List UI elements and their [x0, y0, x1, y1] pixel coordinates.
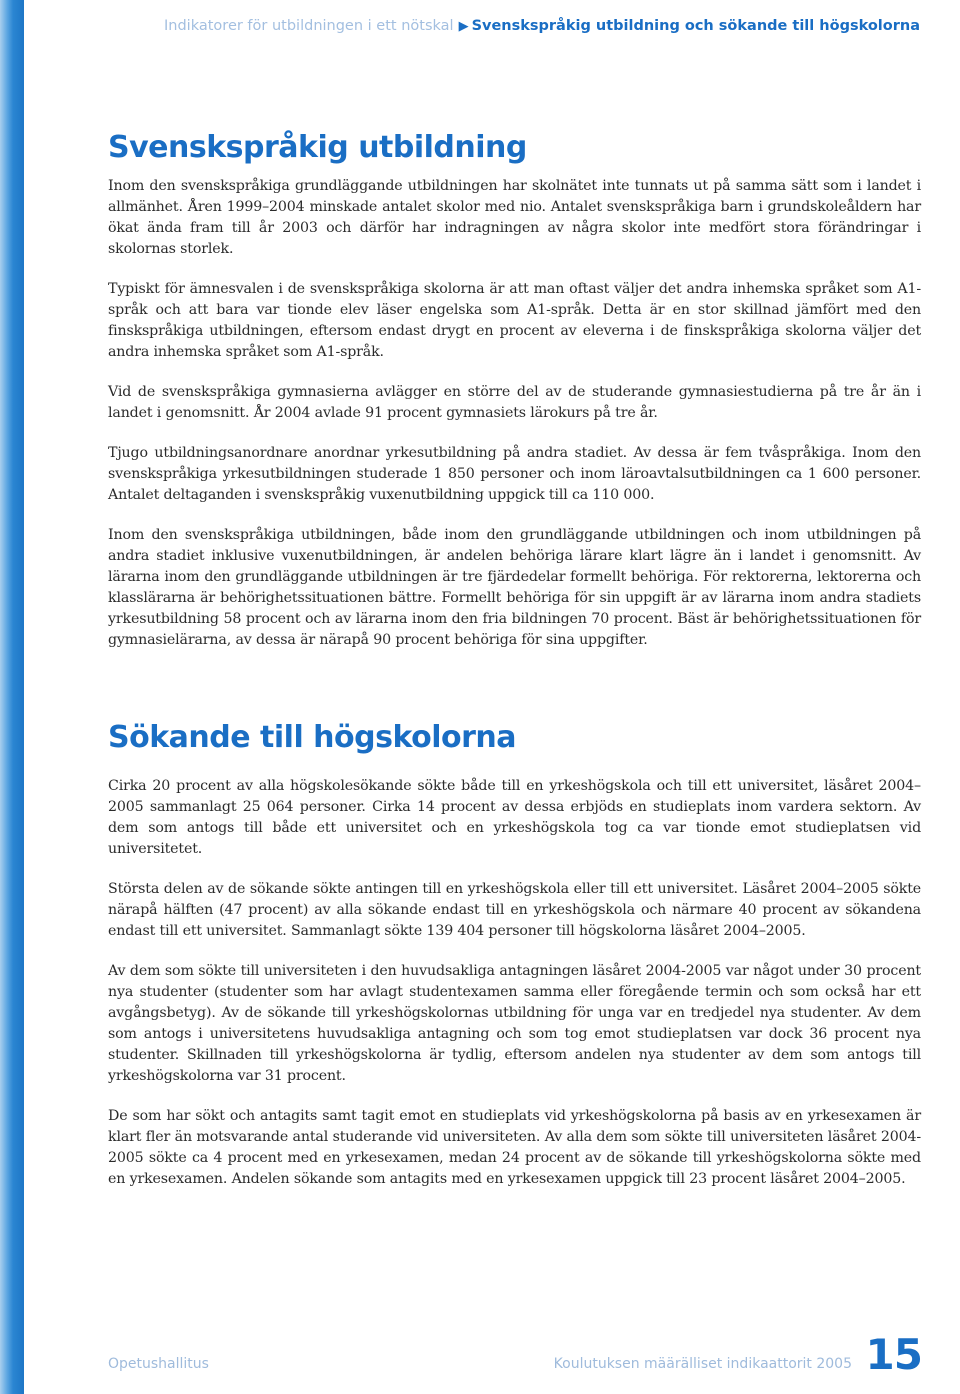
- breadcrumb-arrow-icon: ▶: [458, 19, 469, 34]
- paragraph: Inom den svenskspråkiga utbildningen, både inom den grundläggande utbildningen och inom utbildningen på andra stadiet inklusive vuxenutbildningen, är andelen behöriga lärare klart lägre än i landet i genomsnitt. Av lärarna inom den grundläggande utbildningen är tre fjärdedelar formellt behöriga. För rektorerna, lektorerna och klasslärarna är behörighetssituationen bättre. Formellt behöriga för sin uppgift är av lärarna inom andra stadiets yrkesutbildning 58 procent och av lärarna inom den fria bildningen 70 procent. Bäst är behörighetssituationen för gymnasielärarna, av dessa är närapå 90 procent behöriga för sina uppgifter.: [108, 527, 921, 648]
- paragraph: Cirka 20 procent av alla högskolesökande sökte både till en yrkeshögskola och till ett universitet, läsåret 2004–2005 sammanlagt 25 064 personer. Cirka 14 procent av dessa erbjöds en studieplats inom vardera sektorn. Av dem som antogs till både ett universitet och en yrkeshögskola tog ca var tionde emot studieplatsen vid universitetet.: [108, 778, 921, 857]
- running-header: [164, 18, 920, 34]
- paragraph: Tjugo utbildningsanordnare anordnar yrkesutbildning på andra stadiet. Av dessa är fem tvåspråkiga. Inom den svenskspråkiga yrkesutbildningen studerade 1 850 personer och inom läroavtalsutbildningen ca 1 600 personer. Antalet deltaganden i svenskspråkig vuxenutbildning uppgick till ca 110 000.: [108, 445, 921, 503]
- paragraph: Typiskt för ämnesvalen i de svenskspråkiga skolorna är att man oftast väljer det andra inhemska språket som A1-språk och att bara var tionde elev läser engelska som A1-språk. Detta är en stor skillnad jämfört med den finskspråkiga utbildningen, eftersom endast drygt en procent av eleverna i de finskspråkiga skolorna väljer det andra inhemska språket som A1-språk.: [108, 281, 921, 360]
- section-title-svenskspraakig: Svenskspråkig utbildning: [108, 130, 527, 165]
- breadcrumb-parent: Indikatorer för utbildningen i ett nötskal: [164, 18, 454, 34]
- section-body-sokande: [108, 776, 921, 1209]
- footer-publication-title: Koulutuksen määrälliset indikaattorit 2005: [553, 1356, 852, 1372]
- paragraph: Största delen av de sökande sökte antingen till en yrkeshögskola eller till ett universitet. Läsåret 2004–2005 sökte närapå hälften (47 procent) av alla sökande endast till en yrkeshögskola och närmare 40 procent av sökandena endast till ett universitet. Sammanlagt sökte 139 404 personer till högskolorna läsåret 2004–2005.: [108, 881, 921, 939]
- section-title-sokande: Sökande till högskolorna: [108, 720, 517, 755]
- page-number: 15: [865, 1330, 922, 1379]
- footer-publisher: Opetushallitus: [108, 1356, 209, 1372]
- paragraph: Inom den svenskspråkiga grundläggande utbildningen har skolnätet inte tunnats ut på samma sätt som i landet i allmänhet. Åren 1999–2004 minskade antalet skolor med nio. Antalet svenskspråkiga barn i grundskoleåldern har ökat ända fram till år 2003 och därför har indragningen av några skolor inte medfört stora förändringar i skolornas storlek.: [108, 178, 921, 257]
- section-body-svenskspraakig: [108, 176, 921, 670]
- breadcrumb-current: Svenskspråkig utbildning och sökande till högskolorna: [471, 18, 920, 34]
- paragraph: De som har sökt och antagits samt tagit emot en studieplats vid yrkeshögskolorna på basis av en yrkesexamen är klart fler än motsvarande antal studerande vid universiteten. Av alla dem som sökte till universiteten läsåret 2004-2005 sökte ca 4 procent med en yrkesexamen, medan 24 procent av de sökande till yrkeshögskolorna sökte med en yrkesexamen. Andelen sökande som antagits med en yrkesexamen uppgick till 23 procent läsåret 2004–2005.: [108, 1108, 921, 1187]
- side-color-stripe: [0, 0, 24, 1394]
- paragraph: Av dem som sökte till universiteten i den huvudsakliga antagningen läsåret 2004-2005 var något under 30 procent nya studenter (studenter som har avlagt studentexamen samma eller föregående termin och som också har ett avgångsbetyg). Av de sökande till yrkeshögskolornas utbildning för unga var en tredjedel nya studenter. Av dem som antogs i universitetens huvudsakliga antagning och som tog emot studieplatsen var dock 36 procent nya studenter. Skillnaden till yrkeshögskolorna är tydlig, eftersom andelen nya studenter av dem som antogs till yrkeshögskolorna var 31 procent.: [108, 963, 921, 1084]
- paragraph: Vid de svenskspråkiga gymnasierna avlägger en större del av de studerande gymnasiestudierna på tre år än i landet i genomsnitt. År 2004 avlade 91 procent gymnasiets lärokurs på tre år.: [108, 384, 921, 421]
